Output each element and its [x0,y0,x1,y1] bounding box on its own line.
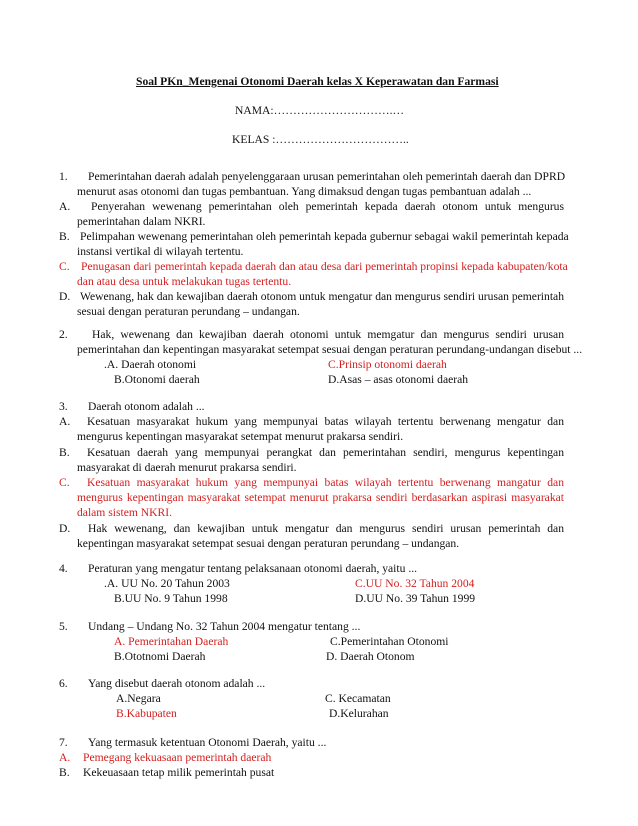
question-text: Pemerintahan daerah adalah penyelenggaraan urusan pemerintahan oleh pemerintah daerah dan DPRD [88,170,566,183]
option-b: Kekeuasaan tetap milik pemerintah pusat [83,766,275,779]
option-letter: C. [59,476,70,489]
option-letter: B. [59,230,70,243]
question-text: menurut asas otonomi dan tugas pembantuan. Yang dimaksud dengan tugas pembantuan adalah ... [77,185,532,198]
option-d-text: sesuai dengan peraturan perundang – undangan. [77,305,300,318]
option-d: D.Asas – asas otonomi daerah [328,373,469,386]
option-a-text: Penyerahan wewenang pemerintahan oleh pemerintah kepada daerah otonom untuk mengurus [91,200,564,213]
question-text: Daerah otonom adalah ... [88,400,205,413]
option-a: .A. UU No. 20 Tahun 2003 [104,577,230,590]
option-a: .A. Daerah otonomi [104,358,197,371]
option-c-text-answer: Penugasan dari pemerintah kepada daerah dan atau desa dari pemerintah propinsi kepada kabupaten/kota [81,260,568,273]
option-b-text: Pelimpahan wewenang pemerintahan oleh pemerintah kepada gubernur sebagai wakil pemerintah kepada [80,230,569,243]
question-text: Hak, wewenang dan kewajiban daerah otonomi untuk memgatur dan mengurus sendiri urusan [92,328,564,341]
option-letter: A. [59,200,71,213]
question-number: 4. [59,562,68,575]
option-c-text-answer: Kesatuan masyarakat hukum yang mempunyai batas wilayah tertentu berwenang mangatur dan [87,476,564,489]
question-text: Peraturan yang mengatur tentang pelaksanaan otonomi daerah, yaitu ... [88,562,418,575]
question-number: 3. [59,400,68,413]
question-number: 2. [59,328,68,341]
option-c-answer: C.UU No. 32 Tahun 2004 [355,577,475,590]
option-b-answer: B.Kabupaten [116,707,177,720]
page-title: Soal PKn_Mengenai Otonomi Daerah kelas X Keperawatan dan Farmasi [136,75,499,88]
option-a-answer: Pemegang kekuasaan pemerintah daerah [83,751,272,764]
question-text: Yang termasuk ketentuan Otonomi Daerah, yaitu ... [88,736,327,749]
option-letter: C. [59,260,70,273]
question-number: 6. [59,677,68,690]
question-text: pemerintahan dan kepentingan masyarakat setempat sesuai dengan peraturan perundang-undangan disebut ... [77,343,583,356]
option-letter: D. [59,522,71,535]
option-a: A.Negara [116,692,161,705]
option-b: B.Otonomi daerah [114,373,200,386]
option-letter: B. [59,766,70,779]
option-letter: A. [59,415,71,428]
class-field-label: KELAS :…………………………….. [232,133,409,146]
option-d-text: Wewenang, hak dan kewajiban daerah otonom untuk mengatur dan mengurus sendiri urusan pemerintah [80,290,564,303]
option-a-text: pemerintahan dalam NKRI. [77,215,206,228]
option-a-answer: A. Pemerintahan Daerah [114,635,229,648]
question-text: Yang disebut daerah otonom adalah ... [88,677,266,690]
option-c-answer: C.Prinsip otonomi daerah [328,358,447,371]
option-letter: B. [59,446,70,459]
option-c-text-answer: dalam sistem NKRI. [77,506,172,519]
option-d: D.UU No. 39 Tahun 1999 [355,592,476,605]
option-a-text: Kesatuan masyarakat hukum yang mempunyai batas wilayah tertentu berwenang mengatur dan [87,415,564,428]
question-number: 7. [59,736,68,749]
option-c: C.Pemerintahan Otonomi [330,635,449,648]
option-c-text-answer: mengurus kepentingan masyarakat setempat menurut prakarsa sendiri berdasarkan aspirasi masyarakat [77,491,564,504]
option-c: C. Kecamatan [325,692,391,705]
option-a-text: mengurus kepentingan masyarakat setempat menurut prakarsa sendiri. [77,430,404,443]
option-d: D. Daerah Otonom [326,650,415,663]
name-field-label: NAMA:………………………….… [235,104,405,117]
option-d-text: Hak wewenang, dan kewajiban untuk mengatur dan mengurus sendiri urusan pemerintah dan [88,522,564,535]
option-c-text-answer: dan atau desa untuk melakukan tugas tertentu. [77,275,292,288]
option-b: B.UU No. 9 Tahun 1998 [114,592,228,605]
question-text: Undang – Undang No. 32 Tahun 2004 mengatur tentang ... [88,620,361,633]
option-b-text: instansi vertikal di wilayah tertentu. [77,245,244,258]
option-d: D.Kelurahan [329,707,389,720]
question-number: 5. [59,620,68,633]
option-letter: A. [59,751,71,764]
option-d-text: kepentingan masyarakat setempat sesuai dengan peraturan perundang – undangan. [77,537,460,550]
question-number: 1. [59,170,68,183]
option-b-text: Kesatuan daerah yang mempunyai perangkat dan pemerintahan sendiri, mengurus kepentingan [87,446,564,459]
option-b-text: masyarakat di daerah menurut prakarsa sendiri. [77,461,297,474]
option-b: B.Ototnomi Daerah [114,650,206,663]
option-letter: D. [59,290,71,303]
